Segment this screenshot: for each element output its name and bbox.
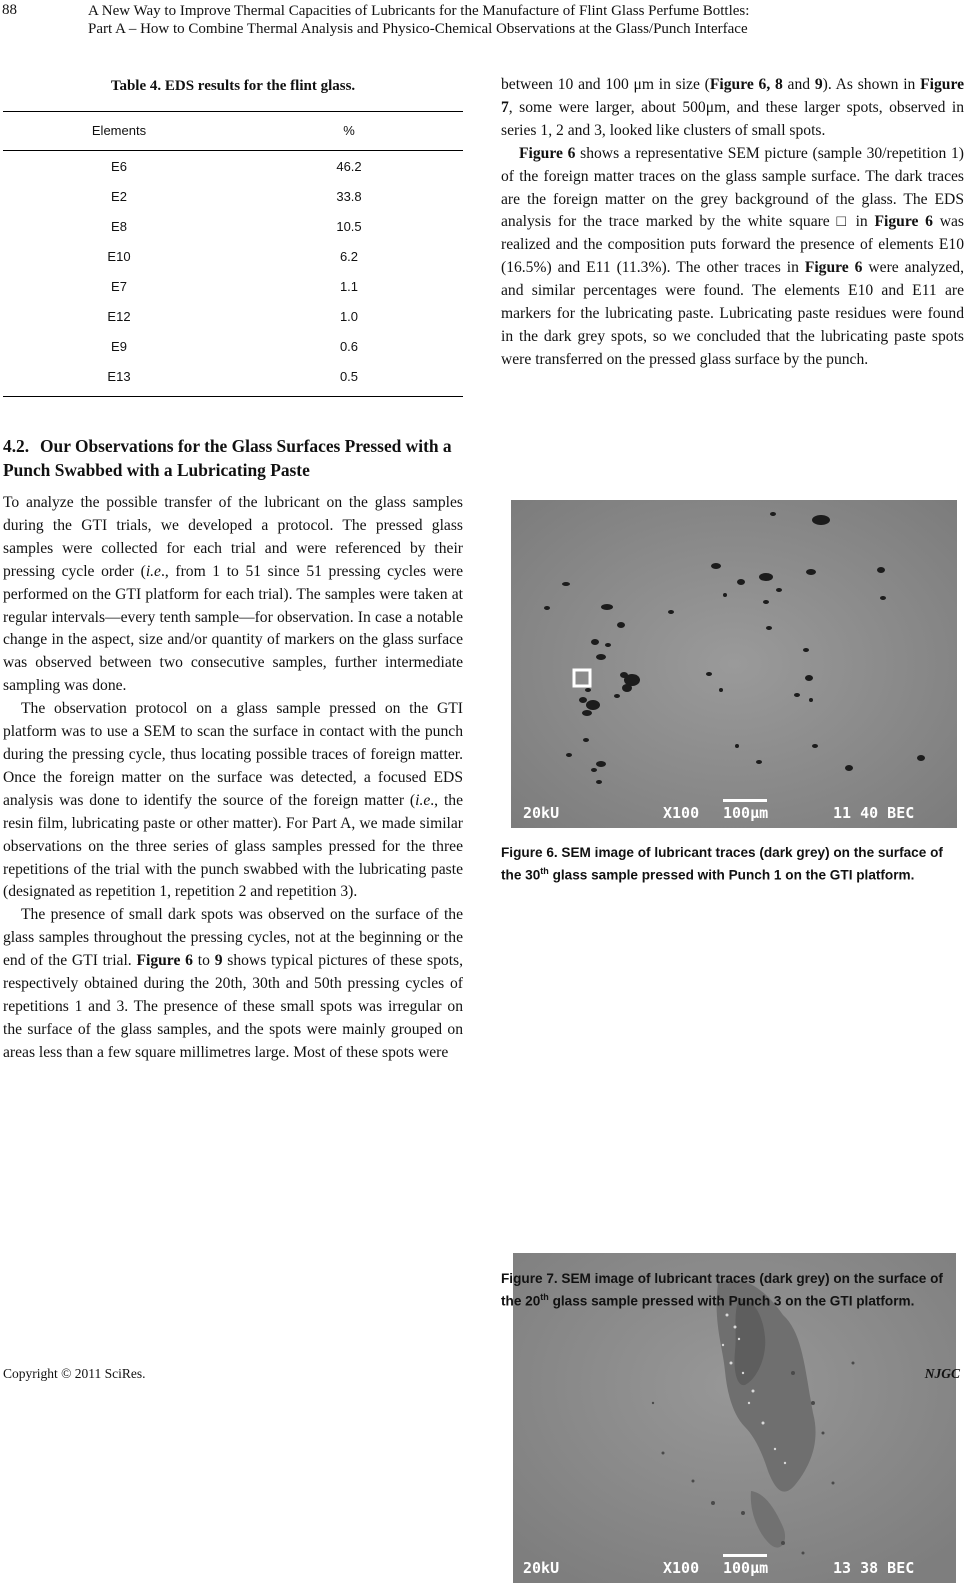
paragraph-4: between 10 and 100 μm in size (Figure 6, 8 and 9). As shown in Figure 7, some were larger, about 500μm, and these larger spots, observed in series 1, 2 and 3, looked like clusters of small spots.: [501, 76, 965, 139]
sem-texture: [511, 500, 957, 828]
paragraph-2: The observation protocol on a glass sample pressed on the GTI platform was to use a SEM to scan the surface in contact with the punch during the pressing cycle, thus locating possible traces of foreign matter. Once the foreign matter on the surface was detected, a focused EDS analysis was done to identify the source of the foreign matter (i.e., the resin film, lubricating paste or other matter). For Part A, we made similar observations on the three series of glass samples pressed for the three repetitions of the trial with the punch swabbed with the lubricating paste (designated as repetition 1, repetition 2 and repetition 3).: [3, 700, 464, 901]
sem-label-scale: 100μm: [723, 804, 769, 822]
table-row: [3, 181, 463, 211]
section-heading: [3, 434, 463, 482]
table-cell-percent: 33.8: [336, 189, 362, 204]
sem-label-scale: 100μm: [723, 1559, 769, 1577]
table-row: [3, 211, 463, 241]
figure-7-caption-sup: th: [540, 1292, 549, 1302]
paragraph-5: Figure 6 shows a representative SEM picture (sample 30/repetition 1) of the foreign matter traces on the glass sample surface. The dark traces are the foreign matter on the grey background of the glass. The EDS analysis for the trace marked by the white square □ in Figure 6 was realized and the composition puts forward the presence of elements E10 (16.5%) and E11 (11.3%). The other traces in Figure 6 were analyzed, and similar percentages were found. The elements E10 and E11 are markers for the lubricating paste. Lubricating paste residues were found in the dark grey spots, so we concluded that the lubricating paste spots were transferred on the pressed glass surface by the punch.: [501, 144, 964, 368]
running-header-line1: A New Way to Improve Thermal Capacities of Lubricants for the Manufacture of Flint Glass Perfume Bottles:: [88, 3, 750, 19]
table-cell-element: E8: [111, 219, 127, 234]
table-row: [3, 301, 463, 331]
sem-label-info: 13 38 BEC: [833, 1559, 915, 1577]
table-row: [3, 241, 463, 271]
section-number: 4.2.: [3, 436, 30, 456]
scale-bar: [723, 1554, 767, 1557]
sem-label-voltage: 20kU: [523, 1559, 560, 1577]
table-cell-percent: 6.2: [339, 249, 359, 264]
table-cell-element: E7: [111, 279, 127, 294]
copyright: Copyright © 2011 SciRes.: [3, 1366, 146, 1381]
running-header-line2: Part A – How to Combine Thermal Analysis and Physico-Chemical Observations at the Glass/Punch Interface: [88, 21, 748, 37]
sem-label-voltage: 20kU: [523, 804, 560, 822]
table-header-percent: %: [235, 112, 463, 151]
figure-7-caption-text: Figure 7. SEM image of lubricant traces (dark grey) on the surface of the 20: [501, 1271, 943, 1309]
table-cell-element: E10: [107, 249, 131, 264]
figure-6-caption-text: Figure 6. SEM image of lubricant traces (dark grey) on the surface of the 30: [501, 845, 943, 883]
table-header-elements: Elements: [3, 112, 235, 151]
table-cell-percent: 0.5: [235, 361, 463, 397]
table-caption: Table 4. EDS results for the flint glass.: [110, 78, 356, 94]
eds-table: [3, 111, 463, 397]
table-cell-percent: 0.6: [339, 339, 359, 354]
table-cell-element: E12: [107, 309, 131, 324]
table-cell-percent: 10.5: [336, 219, 362, 234]
sem-label-info: 11 40 BEC: [833, 804, 915, 822]
figure-6-caption-text-end: glass sample pressed with Punch 1 on the GTI platform.: [548, 867, 915, 883]
left-column: [3, 78, 463, 1065]
table-row: [3, 151, 463, 182]
table-row: [3, 271, 463, 301]
running-header: [88, 2, 749, 38]
journal-abbrev: NJGC: [924, 1366, 960, 1381]
table-cell-element: E13: [3, 361, 235, 397]
figure-6-caption-sup: th: [540, 866, 549, 876]
table-cell-percent: 1.0: [339, 309, 359, 324]
sem-label-magnification: X100: [663, 1559, 700, 1577]
table-cell-percent: 1.1: [339, 279, 359, 294]
sem-label-magnification: X100: [663, 804, 700, 822]
paragraph-3: The presence of small dark spots was observed on the surface of the glass samples throughout the pressing cycles, not at the beginning or the end of the GTI trial. Figure 6 to 9 shows typical pictures of these spots, respectively obtained during the 20th, 30th and 50th pressing cycles of repetitions 1 and 3. The presence of these small spots was irregular on the surface of the glass samples, and the spots were mainly grouped on areas less than a few square millimetres large. Most of these spots were: [3, 906, 463, 1061]
table-cell-percent: 46.2: [336, 159, 362, 174]
table-cell-element: E2: [111, 189, 127, 204]
scale-bar: [723, 799, 767, 802]
figure-6-sem-image: [511, 500, 957, 828]
paragraph-1: To analyze the possible transfer of the lubricant on the glass samples during the GTI trials, we developed a protocol. The pressed glass samples were collected for each trial and were referenced by their pressing cycle order (i.e., from 1 to 51 since 51 pressing cycles were performed on the GTI platform for each trial). The samples were taken at regular intervals—every tenth sample—for observation. In case a notable change in the aspect, size and/or quantity of markers on the glass surface was observed between two consecutive samples, further intermediate sampling was done.: [3, 494, 463, 695]
table-row: [3, 331, 463, 361]
figure-7-caption: [501, 1269, 964, 1311]
table-cell-element: E9: [111, 339, 127, 354]
table-header-row: [3, 112, 463, 151]
section-title: Our Observations for the Glass Surfaces Pressed with a Punch Swabbed with a Lubricating Paste: [3, 436, 452, 480]
figure-7-caption-text-end: glass sample pressed with Punch 3 on the GTI platform.: [548, 1293, 915, 1309]
table-row: [3, 361, 463, 397]
page-number: 88: [2, 2, 17, 18]
right-column: [501, 74, 964, 372]
table-cell-element: E6: [111, 159, 127, 174]
figure-6-caption: [501, 843, 964, 885]
